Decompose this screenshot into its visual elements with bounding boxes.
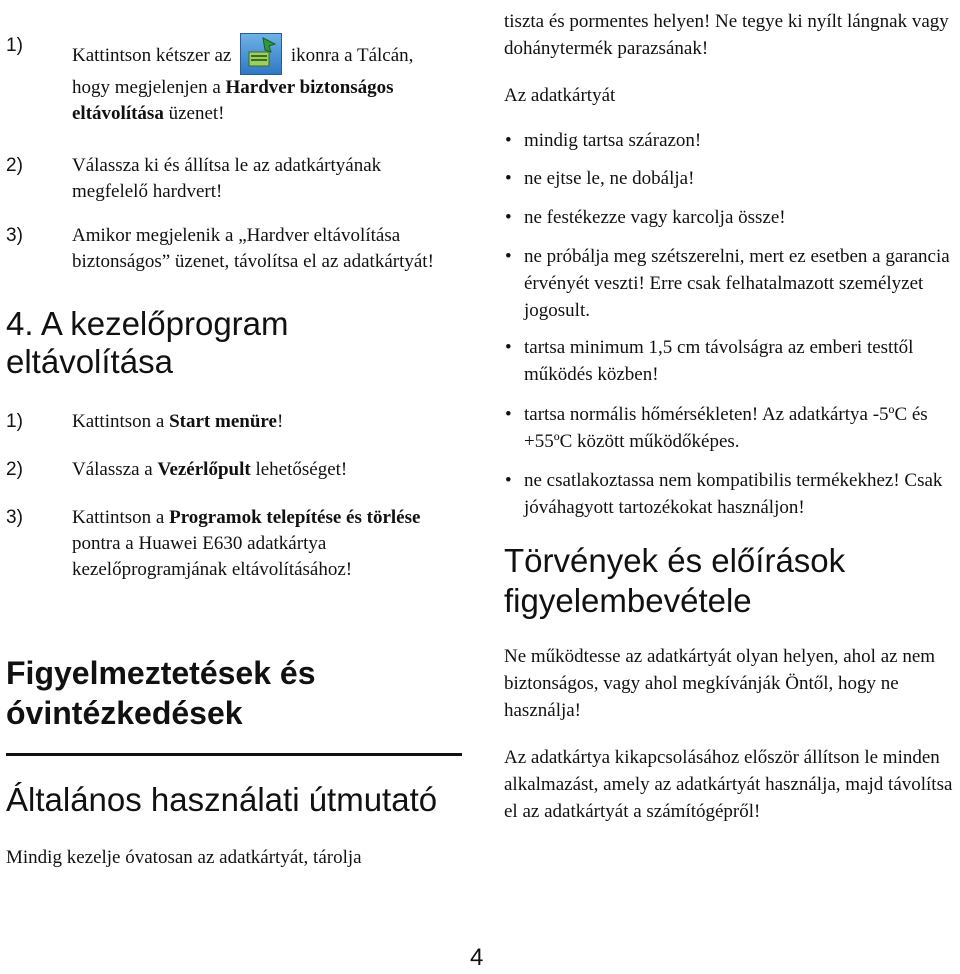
step-number: 2) <box>6 155 23 176</box>
warnings-title: Figyelmeztetések és óvintézkedések <box>6 655 316 731</box>
list-item: • tartsa normális hőmérsékleten! Az adatkártya -5ºC és +55ºC között működőképes. <box>504 401 956 455</box>
bullet-icon: • <box>505 404 512 425</box>
uninstall-step-2: 2) Válassza a Vezérlőpult lehetőséget! <box>6 457 456 483</box>
left-column <box>6 0 456 871</box>
step-number: 3) <box>6 507 23 528</box>
uninstall-step-1: 1) Kattintson a Start menüre! <box>6 409 456 435</box>
laws-title: Törvények és előírások figyelembevétele <box>504 542 846 619</box>
page-number: 4 <box>470 944 484 971</box>
bullet-icon: • <box>505 207 512 228</box>
list-item: • ne próbálja meg szétszerelni, mert ez esetben a garancia érvényét veszti! Erre csak felhatalmazott személyzet jogosult. <box>504 243 956 324</box>
laws-paragraph-1: Ne működtesse az adatkártyát olyan helyen, ahol az nem biztonságos, vagy ahol megkívánják Öntől, hogy ne használja! <box>504 646 936 721</box>
remove-step-3: 3) Amikor megjelenik a „Hardver eltávolítása biztonságos” üzenet, távolítsa el az adatkártyát! <box>6 225 434 272</box>
list-item: • mindig tartsa szárazon! <box>504 127 956 154</box>
step-number: 1) <box>6 411 23 432</box>
general-guide-text: Mindig kezelje óvatosan az adatkártyát, tárolja <box>6 847 362 868</box>
bullet-icon: • <box>505 337 512 358</box>
remove-step-2: 2) Válassza ki és állítsa le az adatkártyának megfelelő hardvert! <box>6 155 382 202</box>
section-divider <box>6 753 462 756</box>
care-list <box>504 127 956 521</box>
safely-remove-hardware-icon <box>240 33 282 75</box>
right-column <box>504 0 956 825</box>
remove-step-1: 1) Kattintson kétszer az ikonra a Tálcán, hogy megjelenjen a Hardver biztonságos eltávolítása üzenet! <box>6 35 414 124</box>
step-number: 2) <box>6 459 23 480</box>
list-item: • tartsa minimum 1,5 cm távolságra az emberi testtől működés közben! <box>504 334 956 388</box>
list-item: • ne ejtse le, ne dobálja! <box>504 165 956 192</box>
list-item: • ne csatlakoztassa nem kompatibilis termékekhez! Csak jóváhagyott tartozékokat használjon! <box>504 467 956 521</box>
uninstall-step-3: 3) Kattintson a Programok telepítése és törlése pontra a Huawei E630 adatkártya kezelőprogramjának eltávolításához! <box>6 507 421 580</box>
laws-paragraph-2: Az adatkártya kikapcsolásához először állítson le minden alkalmazást, amely az adatkártyát használja, majd távolítsa el az adatkártyát a számítógépről! <box>504 747 953 822</box>
continued-text: tiszta és pormentes helyen! Ne tegye ki nyílt lángnak vagy dohánytermék parazsának! <box>504 11 949 59</box>
general-guide-title: Általános használati útmutató <box>6 781 438 818</box>
step-number: 1) <box>6 35 23 56</box>
bullet-icon: • <box>505 130 512 151</box>
card-intro: Az adatkártyát <box>504 85 616 106</box>
bullet-icon: • <box>505 246 512 267</box>
step-number: 3) <box>6 225 23 246</box>
list-item: • ne festékezze vagy karcolja össze! <box>504 204 956 231</box>
bullet-icon: • <box>505 168 512 189</box>
bullet-icon: • <box>505 470 512 491</box>
section-4-title: 4. A kezelőprogram eltávolítása <box>6 305 289 380</box>
